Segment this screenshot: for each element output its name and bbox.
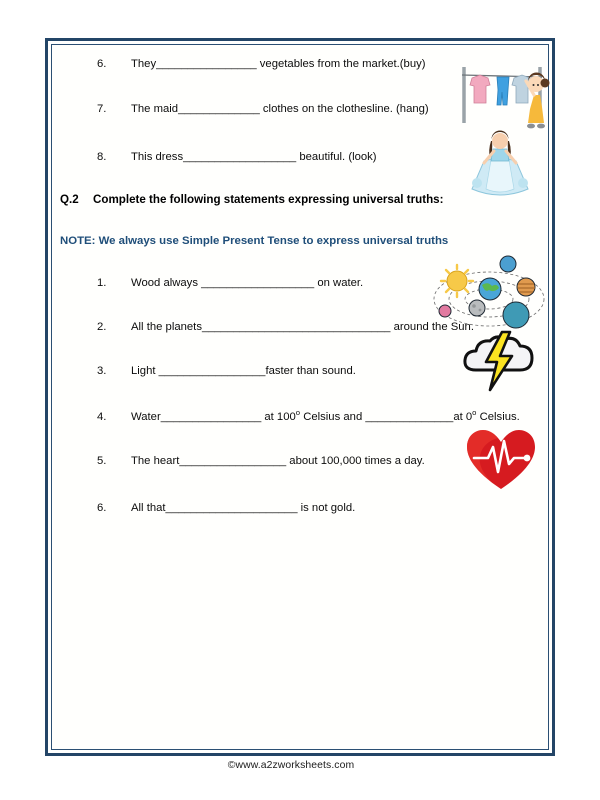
page-content-area bbox=[52, 45, 548, 749]
heart-pulse-illustration bbox=[464, 427, 538, 493]
question-row bbox=[97, 276, 363, 290]
item-number: 7. bbox=[97, 103, 107, 115]
page-inner-border bbox=[51, 44, 549, 750]
question-row bbox=[97, 57, 426, 71]
section-two-note: NOTE: We always use Simple Present Tense to express universal truths bbox=[60, 235, 449, 247]
lightning-cloud-illustration bbox=[460, 330, 538, 392]
degree-symbol: o bbox=[472, 408, 477, 417]
question-row bbox=[97, 102, 429, 116]
solar-system-illustration bbox=[430, 255, 548, 335]
princess-dress-illustration bbox=[460, 127, 540, 201]
worksheet-page bbox=[45, 38, 555, 756]
question-row bbox=[97, 320, 474, 334]
item-text-part-2: Celsius and ______________at 0 bbox=[300, 410, 473, 423]
item-text: This dress__________________ beautiful. (look) bbox=[131, 151, 377, 163]
item-number: 4. bbox=[97, 410, 107, 423]
item-number: 3. bbox=[97, 365, 107, 377]
item-text: All that_____________________ is not gold. bbox=[131, 502, 356, 514]
question-row bbox=[97, 501, 355, 515]
section-two-heading bbox=[60, 193, 443, 206]
item-number: 5. bbox=[97, 455, 107, 467]
question-row bbox=[97, 454, 425, 468]
section-two-title: Complete the following statements expressing universal truths: bbox=[93, 193, 444, 206]
item-text: Wood always __________________ on water. bbox=[131, 277, 364, 289]
item-number: 6. bbox=[97, 58, 107, 70]
clothesline-illustration bbox=[450, 57, 552, 133]
item-text: They________________ vegetables from the market.(buy) bbox=[131, 58, 426, 70]
item-text-part-1: Water________________ at 100 bbox=[131, 410, 296, 423]
item-number: 1. bbox=[97, 277, 107, 289]
question-row bbox=[97, 364, 356, 378]
item-text bbox=[131, 408, 520, 424]
item-text: The heart_________________ about 100,000 times a day. bbox=[131, 455, 425, 467]
item-text: The maid_____________ clothes on the clothesline. (hang) bbox=[131, 103, 429, 115]
question-row bbox=[97, 150, 377, 164]
item-number: 6. bbox=[97, 502, 107, 514]
item-number: 2. bbox=[97, 321, 107, 333]
question-row bbox=[97, 408, 520, 424]
item-text: Light _________________faster than sound. bbox=[131, 365, 356, 377]
degree-symbol: o bbox=[295, 408, 301, 417]
item-text-part-3: Celsius. bbox=[476, 410, 520, 423]
item-number: 8. bbox=[97, 151, 107, 163]
item-text: All the planets______________________________ around the Sun. bbox=[131, 321, 474, 333]
section-two-label: Q.2 bbox=[60, 193, 79, 206]
footer-credit: ©www.a2zworksheets.com bbox=[227, 760, 355, 771]
